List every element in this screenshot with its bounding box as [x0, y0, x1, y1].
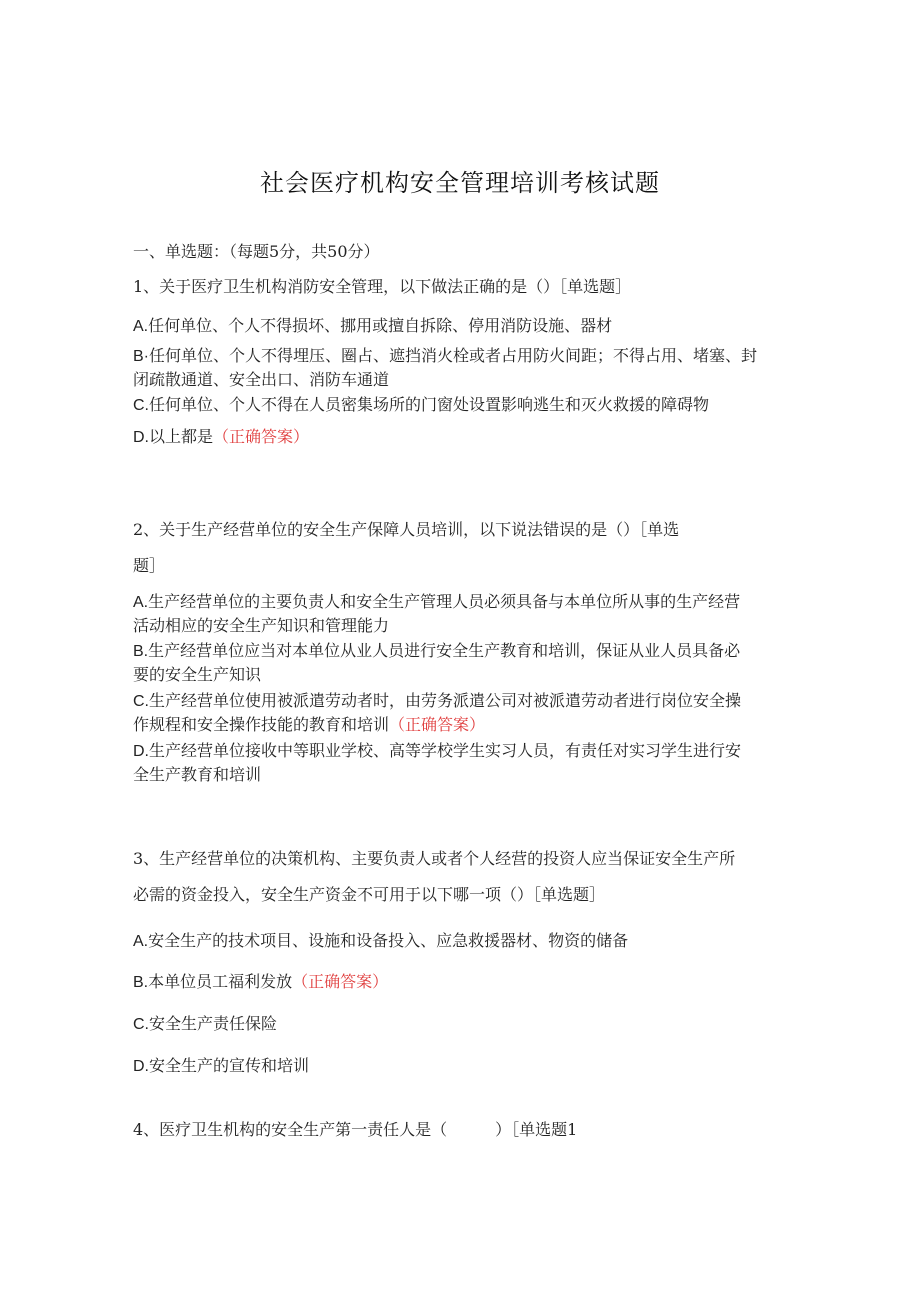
q3-option-d: D.安全生产的宣传和培训 [133, 1056, 310, 1075]
q1-option-a: A.任何单位、个人不得损坏、挪用或擅自拆除、停用消防设施、器材 [133, 316, 613, 335]
correct-answer-mark: （正确答案） [213, 427, 310, 446]
q3-option-a: A.安全生产的技术项目、设施和设备投入、应急救援器材、物资的储备 [133, 931, 629, 950]
q2-option-d-cont: 全生产教育和培训 [133, 765, 262, 784]
q3-option-c: C.安全生产责任保险 [133, 1014, 278, 1033]
exam-title: 社会医疗机构安全管理培训考核试题 [260, 169, 660, 197]
section-heading: 一、单选题：（每题5分，共50分） [133, 242, 380, 261]
q2-option-b: B.生产经营单位应当对本单位从业人员进行安全生产教育和培训，保证从业人员具备必 [133, 641, 741, 660]
q3-option-b: B.本单位员工福利发放（正确答案） [133, 972, 389, 991]
question-2-stem-cont: 题］ [133, 556, 166, 575]
q1-option-d: D.以上都是（正确答案） [133, 427, 310, 446]
q1-option-c: C.任何单位、个人不得在人员密集场所的门窗处设置影响逃生和灭火救援的障碍物 [133, 395, 710, 414]
q2-option-a-cont: 活动相应的安全生产知识和管理能力 [133, 616, 390, 635]
question-1-stem: 1、关于医疗卫生机构消防安全管理，以下做法正确的是（）［单选题］ [133, 277, 632, 296]
question-4-stem: 4、医疗卫生机构的安全生产第一责任人是（ ）［单选题1 [133, 1120, 578, 1139]
correct-answer-mark: （正确答案） [389, 715, 486, 734]
question-2-stem: 2、关于生产经营单位的安全生产保障人员培训，以下说法错误的是（）［单选 [133, 520, 680, 539]
correct-answer-mark: （正确答案） [292, 972, 389, 991]
q2-option-d: D.生产经营单位接收中等职业学校、高等学校学生实习人员，有责任对实习学生进行安 [133, 741, 742, 760]
q1-option-b-cont: 闭疏散通道、安全出口、消防车通道 [133, 370, 390, 389]
q1-option-b: B·任何单位、个人不得埋压、圈占、遮挡消火栓或者占用防火间距；不得占用、堵塞、封 [133, 346, 758, 365]
question-3-stem: 3、生产经营单位的决策机构、主要负责人或者个人经营的投资人应当保证安全生产所 [133, 849, 736, 868]
q2-option-c-cont: 作规程和安全操作技能的教育和培训（正确答案） [133, 715, 486, 734]
q2-option-b-cont: 要的安全生产知识 [133, 665, 262, 684]
q2-option-c: C.生产经营单位使用被派遣劳动者时，由劳务派遣公司对被派遣劳动者进行岗位安全操 [133, 691, 742, 710]
question-3-stem-cont: 必需的资金投入，安全生产资金不可用于以下哪一项（）［单选题］ [133, 885, 606, 904]
q2-option-a: A.生产经营单位的主要负责人和安全生产管理人员必须具备与本单位所从事的生产经营 [133, 592, 741, 611]
